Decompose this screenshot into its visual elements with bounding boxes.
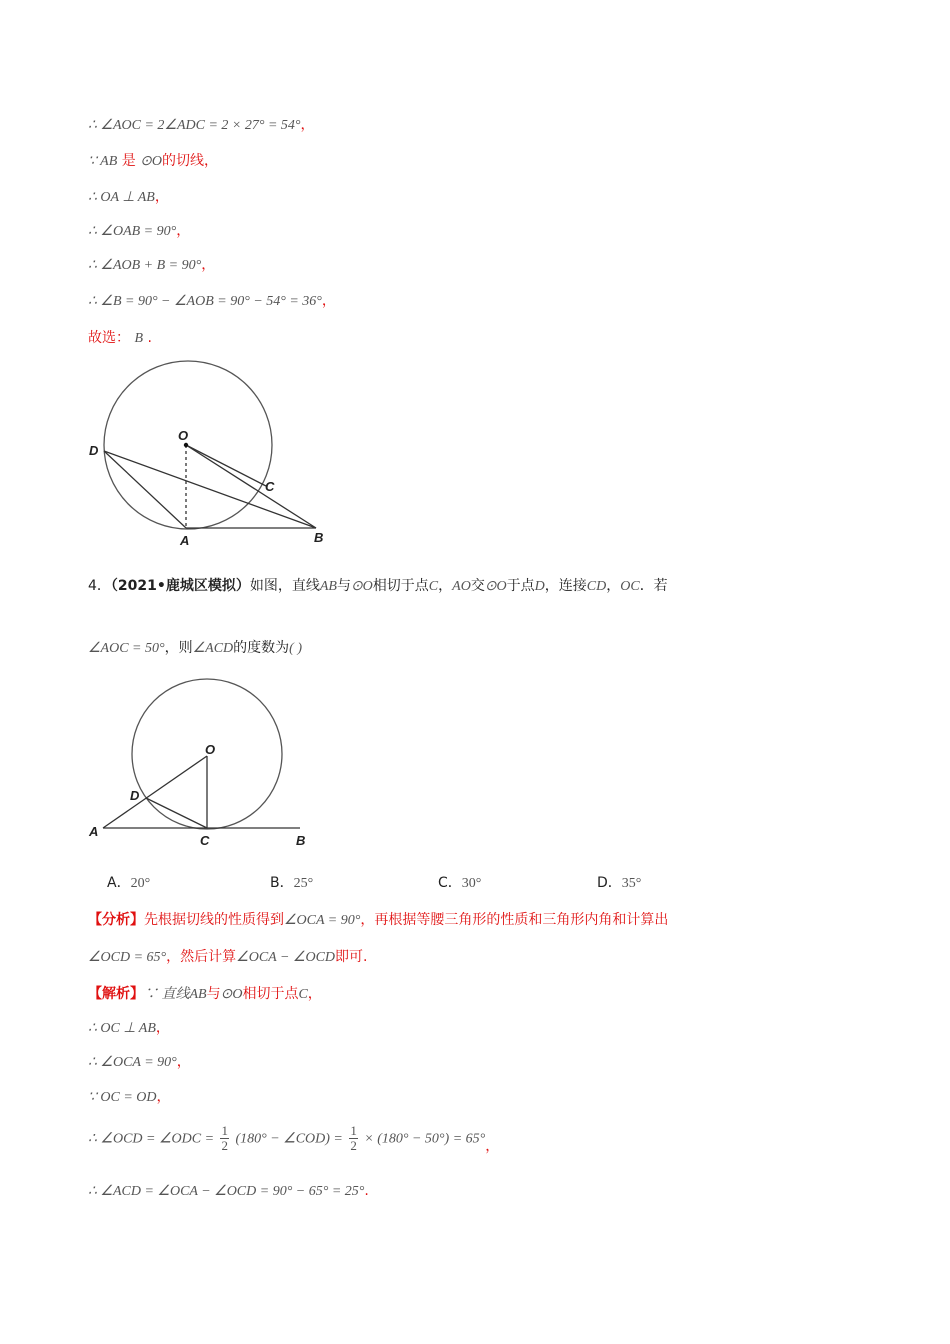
question-source: （2021•鹿城区模拟） (110, 578, 250, 594)
prev-step-4: ∴ ∠OAB = 90°， (88, 223, 191, 239)
figure-1-line-OB (186, 445, 316, 528)
prev-step-3: ∴ OA ⊥ AB， (88, 189, 169, 205)
figure-1-label-A: A (180, 533, 190, 548)
prev-step-1-math: ∴ ∠AOC = 2∠ADC = 2 × 27° = 54° (88, 118, 301, 133)
option-b[interactable]: B．25° (270, 875, 314, 891)
figure-1-center-dot (184, 443, 188, 447)
prev-step-6: ∴ ∠B = 90° − ∠AOB = 90° − 54° = 36°， (88, 293, 336, 309)
figure-2-line-AO (103, 756, 207, 828)
fraction-2: $\frac{1}{2}$ (350, 1123, 357, 1153)
figure-2-label-O: O (205, 742, 216, 757)
figure-2-label-B: B (296, 833, 306, 848)
analysis-line-1: 【分析】先根据切线的性质得到∠OCA = 90°，再根据等腰三角形的性质和三角形内角和计算出 (88, 912, 669, 928)
figure-1 (80, 355, 340, 555)
solution-line-1: 【解析】∵ 直线AB与⊙O相切于点C， (88, 986, 322, 1002)
figure-2-line-DC (146, 798, 207, 828)
question-number: 4． (88, 578, 111, 594)
analysis-line-2: ∠OCD = 65°，然后计算∠OCA − ∠OCD即可. (88, 949, 368, 965)
option-d[interactable]: D．35° (597, 875, 642, 891)
figure-1-label-B: B (314, 530, 324, 545)
solution-line-3: ∴ ∠OCA = 90°， (88, 1054, 191, 1070)
answer-blank: ( ) (289, 641, 302, 656)
figure-1-label-O: O (178, 428, 189, 443)
question-4-line-1: 4．（2021•鹿城区模拟）如图，直线AB与⊙O相切于点C，AO交⊙O于点D，连接CD，OC．若 (88, 578, 668, 594)
figure-1-label-D: D (89, 443, 99, 458)
solution-line-6: ∴ ∠ACD = ∠OCA − ∠OCD = 90° − 65° = 25°. (88, 1183, 369, 1199)
fraction-1: $\frac{1}{2}$ (221, 1123, 228, 1153)
prev-step-1: ∴ ∠AOC = 2∠ADC = 2 × 27° = 54°， (88, 117, 315, 133)
solution-line-4: ∵ OC = OD， (88, 1089, 171, 1105)
option-c[interactable]: C．30° (438, 875, 482, 891)
figure-1-line-OC (186, 445, 266, 486)
prev-step-2: ∵ AB 是 ⊙O的切线， (88, 153, 219, 169)
figure-2-label-D: D (130, 788, 140, 803)
figure-2-label-A: A (89, 824, 99, 839)
solution-tag: 【解析】 (88, 986, 144, 1002)
solution-line-5: ∴ ∠OCD = ∠ODC = $\frac{1}{2}$ (180° − ∠COD) = $\frac{1}{2}$ × (180° − 50°) = 65°， (88, 1123, 500, 1155)
prev-answer: 故选： B . (88, 330, 152, 346)
figure-2 (80, 668, 330, 853)
analysis-tag: 【分析】 (88, 912, 144, 928)
figure-2-label-C: C (200, 833, 210, 848)
figure-1-line-DB (104, 451, 316, 528)
question-4-line-2: ∠AOC = 50°，则∠ACD的度数为( ) (88, 640, 302, 656)
prev-step-5: ∴ ∠AOB + B = 90°， (88, 257, 216, 273)
figure-1-label-C: C (265, 479, 275, 494)
option-a[interactable]: A．20° (107, 875, 151, 891)
solution-line-2: ∴ OC ⊥ AB， (88, 1020, 170, 1036)
